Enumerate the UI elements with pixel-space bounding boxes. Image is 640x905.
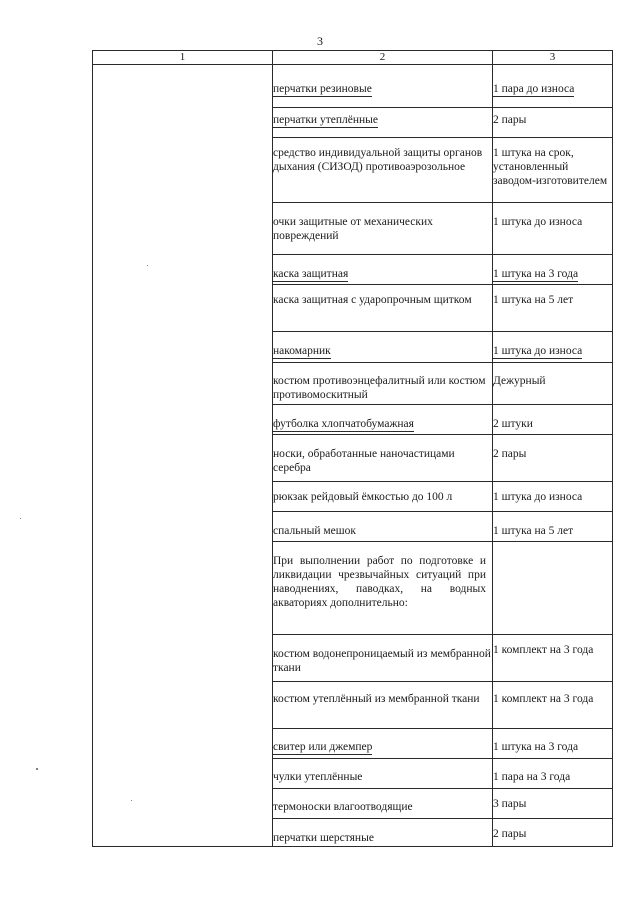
norm-value: 1 штука на 5 лет (493, 525, 574, 537)
item-name-cell (273, 203, 493, 255)
norm-cell (493, 542, 613, 635)
item-name: костюм противоэнцефалитный или костюм противомоскитный (273, 375, 486, 401)
norm-cell (493, 108, 613, 138)
item-name: перчатки шерстяные (273, 832, 374, 844)
scan-speck (131, 800, 132, 801)
item-name-cell (273, 482, 493, 512)
item-name: перчатки утеплённые (273, 114, 378, 126)
item-name-cell (273, 819, 493, 847)
column-header-2: 2 (273, 51, 493, 65)
item-name: футболка хлопчатобумажная (273, 418, 414, 430)
norm-value: 2 пары (493, 828, 527, 840)
item-name: каска защитная (273, 268, 349, 280)
item-name: костюм утеплённый из мембранной ткани (273, 693, 480, 705)
norm-value: 2 штуки (493, 418, 533, 430)
norm-cell (493, 682, 613, 729)
item-name: чулки утеплённые (273, 771, 363, 783)
norm-cell (493, 435, 613, 482)
norm-cell (493, 819, 613, 847)
norm-value: 1 штука до износа (493, 216, 583, 228)
norm-value: 1 штука на 3 года (493, 268, 579, 280)
norm-cell (493, 759, 613, 789)
column-1-empty-cell (93, 65, 273, 847)
norms-table (92, 50, 613, 847)
item-name-cell (273, 759, 493, 789)
item-name: накомарник (273, 345, 331, 357)
norm-value: 1 штука на 5 лет (493, 294, 574, 306)
norm-value: 1 штука на срок, установленный заводом-изготовителем (493, 147, 608, 187)
norm-value: 1 пара до износа (493, 83, 575, 95)
norm-value: 1 штука до износа (493, 491, 583, 503)
item-name-cell (273, 332, 493, 363)
item-name-cell (273, 108, 493, 138)
norm-cell (493, 729, 613, 759)
item-name-cell (273, 65, 493, 108)
norm-value: 2 пары (493, 114, 527, 126)
norm-cell (493, 363, 613, 405)
norm-cell (493, 482, 613, 512)
header-row (93, 51, 613, 65)
item-name-cell (273, 542, 493, 635)
item-name-cell (273, 405, 493, 435)
section-note: При выполнении работ по подготовке и ликвидации чрезвычайных ситуаций при наводнениях, паводках, на водных акваториях дополнительно: (273, 555, 486, 609)
norm-cell (493, 789, 613, 819)
norm-cell (493, 332, 613, 363)
item-name-cell (273, 729, 493, 759)
table-row (93, 65, 613, 108)
norm-value: 1 комплект на 3 года (493, 644, 594, 656)
item-name-cell (273, 138, 493, 203)
norm-cell (493, 635, 613, 682)
item-name-cell (273, 363, 493, 405)
item-name: средство индивидуальной защиты органов дыхания (СИЗОД) противоаэрозольное (273, 147, 483, 173)
norm-cell (493, 405, 613, 435)
norm-cell (493, 255, 613, 285)
item-name: очки защитные от механических повреждений (273, 216, 433, 242)
item-name: спальный мешок (273, 525, 356, 537)
column-header-1: 1 (93, 51, 273, 65)
scan-speck (36, 768, 38, 770)
item-name-cell (273, 682, 493, 729)
item-name: носки, обработанные наночастицами серебра (273, 448, 455, 474)
item-name-cell (273, 435, 493, 482)
item-name-cell (273, 285, 493, 332)
norm-cell (493, 203, 613, 255)
item-name: перчатки резиновые (273, 83, 372, 95)
item-name: костюм водонепроницаемый из мембранной ткани (273, 648, 491, 674)
norm-value: 1 пара на 3 года (493, 771, 571, 783)
item-name-cell (273, 635, 493, 682)
item-name-cell (273, 255, 493, 285)
norm-value: 1 штука до износа (493, 345, 583, 357)
item-name: свитер или джемпер (273, 741, 373, 753)
item-name: каска защитная с ударопрочным щитком (273, 294, 472, 306)
norm-value: 2 пары (493, 448, 527, 460)
scan-speck (147, 265, 148, 266)
norm-value: 1 штука на 3 года (493, 741, 579, 753)
norm-cell (493, 65, 613, 108)
page-number: 3 (317, 34, 323, 48)
item-name-cell (273, 789, 493, 819)
norm-cell (493, 138, 613, 203)
column-header-3: 3 (493, 51, 613, 65)
item-name: рюкзак рейдовый ёмкостью до 100 л (273, 491, 453, 503)
norm-cell (493, 285, 613, 332)
norm-value: Дежурный (493, 375, 546, 387)
scan-speck (20, 518, 21, 519)
norm-value: 1 комплект на 3 года (493, 693, 594, 705)
item-name: термоноски влагоотводящие (273, 801, 413, 813)
item-name-cell (273, 512, 493, 542)
norm-value: 3 пары (493, 798, 527, 810)
norm-cell (493, 512, 613, 542)
